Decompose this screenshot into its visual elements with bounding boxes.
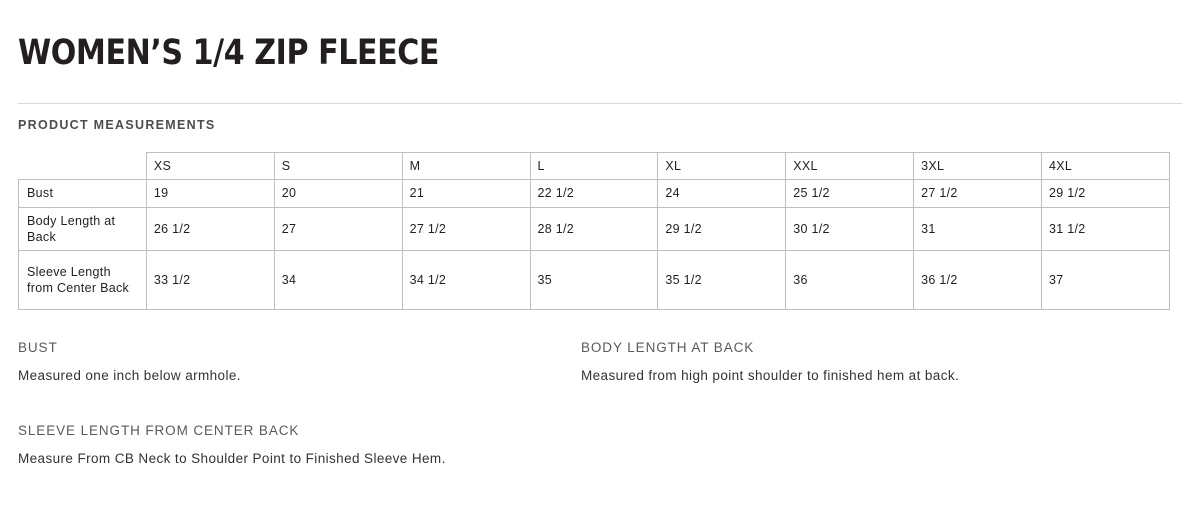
- cell-body-length-4xl: 31 1/2: [1042, 207, 1170, 251]
- note-sleeve-length-from-center-back: [18, 423, 446, 466]
- note-bust: [18, 340, 241, 383]
- cell-sleeve-length-xs: 33 1/2: [146, 251, 274, 310]
- cell-sleeve-length-4xl: 37: [1042, 251, 1170, 310]
- table-row: [19, 251, 1170, 310]
- cell-bust-m: 21: [402, 180, 530, 207]
- note-bust-body: Measured one inch below armhole.: [18, 368, 241, 383]
- title-divider: [18, 103, 1182, 104]
- cell-body-length-3xl: 31: [914, 207, 1042, 251]
- column-header-m: M: [402, 153, 530, 180]
- cell-sleeve-length-s: 34: [274, 251, 402, 310]
- table-row: [19, 207, 1170, 251]
- note-sleeve-length-body: Measure From CB Neck to Shoulder Point to Finished Sleeve Hem.: [18, 451, 446, 466]
- cell-body-length-s: 27: [274, 207, 402, 251]
- cell-bust-s: 20: [274, 180, 402, 207]
- cell-bust-xs: 19: [146, 180, 274, 207]
- column-header-s: S: [274, 153, 402, 180]
- note-bust-title: BUST: [18, 340, 58, 355]
- column-header-xl: XL: [658, 153, 786, 180]
- column-header-3xl: 3XL: [914, 153, 1042, 180]
- note-body-length-body: Measured from high point shoulder to finished hem at back.: [581, 368, 960, 383]
- cell-sleeve-length-l: 35: [530, 251, 658, 310]
- page-title: WOMEN’S 1/4 ZIP FLEECE: [18, 33, 440, 73]
- cell-bust-3xl: 27 1/2: [914, 180, 1042, 207]
- table-body: [19, 180, 1170, 310]
- row-label-body-length-at-back: Body Length at Back: [19, 207, 147, 251]
- table-header: [19, 153, 1170, 180]
- row-label-sleeve-length-from-center-back: Sleeve Length from Center Back: [19, 251, 147, 310]
- cell-sleeve-length-3xl: 36 1/2: [914, 251, 1042, 310]
- cell-body-length-xxl: 30 1/2: [786, 207, 914, 251]
- cell-sleeve-length-m: 34 1/2: [402, 251, 530, 310]
- row-label-bust: Bust: [19, 180, 147, 207]
- cell-sleeve-length-xl: 35 1/2: [658, 251, 786, 310]
- cell-body-length-xs: 26 1/2: [146, 207, 274, 251]
- cell-body-length-l: 28 1/2: [530, 207, 658, 251]
- note-sleeve-length-title: SLEEVE LENGTH FROM CENTER BACK: [18, 423, 300, 438]
- column-header-xxl: XXL: [786, 153, 914, 180]
- note-body-length-title: BODY LENGTH AT BACK: [581, 340, 755, 355]
- cell-bust-4xl: 29 1/2: [1042, 180, 1170, 207]
- table-corner-cell: [19, 153, 147, 180]
- column-header-4xl: 4XL: [1042, 153, 1170, 180]
- cell-bust-xxl: 25 1/2: [786, 180, 914, 207]
- table-row: [19, 180, 1170, 207]
- column-header-xs: XS: [146, 153, 274, 180]
- column-header-l: L: [530, 153, 658, 180]
- note-body-length-at-back: [581, 340, 959, 383]
- cell-body-length-m: 27 1/2: [402, 207, 530, 251]
- cell-bust-xl: 24: [658, 180, 786, 207]
- cell-body-length-xl: 29 1/2: [658, 207, 786, 251]
- section-label-product-measurements: PRODUCT MEASUREMENTS: [18, 118, 216, 132]
- cell-sleeve-length-xxl: 36: [786, 251, 914, 310]
- cell-bust-l: 22 1/2: [530, 180, 658, 207]
- table-header-row: [19, 153, 1170, 180]
- measurements-table: [18, 152, 1170, 310]
